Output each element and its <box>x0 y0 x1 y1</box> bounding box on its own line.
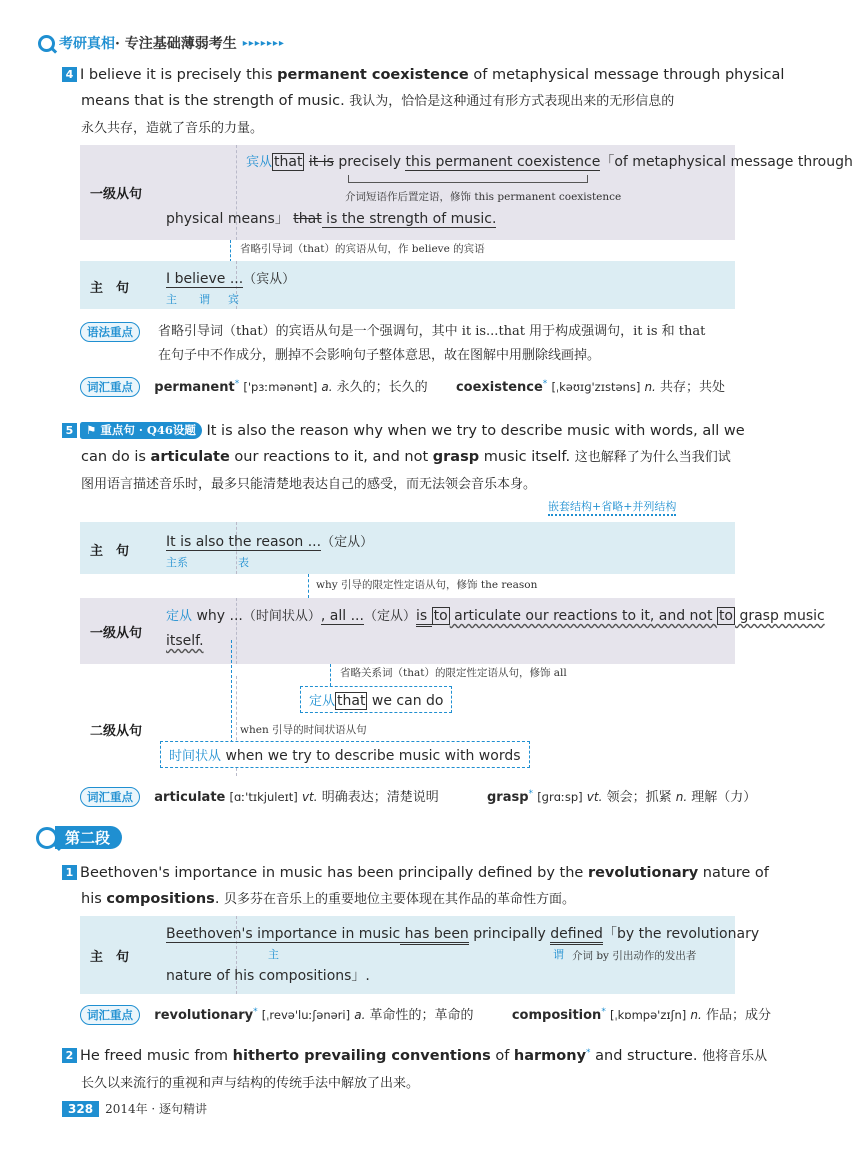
vocab-meaning: 领会；抓紧 <box>606 790 672 805</box>
vocab-pos: vt. <box>586 790 603 804</box>
clause-text: is <box>416 608 432 627</box>
keyword: revolutionary <box>587 865 699 881</box>
row-label: 主 句 <box>90 950 130 965</box>
clause-text: grasp music <box>735 608 825 624</box>
star-icon: * <box>253 1007 258 1017</box>
annotation: 省略引导词（that）的宾语从句，作 believe 的宾语 <box>240 243 485 255</box>
keyword: permanent coexistence <box>277 67 469 83</box>
clause-line-2 <box>166 208 496 228</box>
vocab-note <box>80 376 740 397</box>
vocab-pos: n. <box>644 380 656 394</box>
sentence-text: of <box>490 1048 514 1064</box>
clause-text: articulate our reactions to it, and not <box>449 608 717 624</box>
row-label: 一级从句 <box>90 626 143 641</box>
sentence-text: . <box>214 891 225 907</box>
vocab-pos: n. <box>690 1008 702 1022</box>
to-word: to <box>433 608 448 624</box>
vocab-meaning: 明确表达；清楚说明 <box>321 790 439 805</box>
clause-tag: 定从 <box>166 609 193 624</box>
star-icon: * <box>528 789 534 799</box>
sentence-text: and structure. <box>590 1048 703 1064</box>
page-number: 328 <box>62 1101 99 1117</box>
clause-text: principally <box>468 926 551 942</box>
grammar-text: 省略引导词（that）的宾语从句是一个强调句，其中 it is...that 用于构成强调句，it is 和 that <box>158 324 706 339</box>
translation: 我认为，恰恰是这种通过有形方式表现出来的无形信息的 <box>349 94 675 109</box>
sentence-text: music itself. <box>479 449 575 465</box>
that-word: that <box>337 693 366 709</box>
star-icon: * <box>234 379 240 389</box>
keyword: hitherto prevailing conventions <box>232 1048 491 1064</box>
clause-text: , all ... <box>320 608 364 624</box>
grammar-tag: 语法重点 <box>80 322 140 342</box>
label-predicative: 表 <box>238 556 249 569</box>
translation: 长久以来流行的重视和声与结构的传统手法中解放了出来。 <box>81 1076 420 1091</box>
main-clause-text <box>166 531 373 550</box>
para2-sentence-2 <box>62 1040 768 1097</box>
key-sentence-flag <box>80 422 202 439</box>
connector-line <box>308 574 309 598</box>
page-footer <box>62 1100 207 1117</box>
sentence-text: of metaphysical message through physical <box>468 67 785 83</box>
clause-tag: （定从） <box>363 609 416 624</box>
clause-tag: （时间状从） <box>242 609 321 624</box>
keyword: articulate <box>150 449 230 465</box>
clause-tag: 时间状从 <box>169 749 222 764</box>
vocab-pron: ['pɜːmənənt] <box>243 380 318 394</box>
vocab-word: grasp <box>487 790 529 805</box>
clause-text: physical means」 <box>166 211 289 227</box>
keyword: grasp <box>432 449 480 465</box>
clause-text: is the strength of music. <box>321 211 497 227</box>
clause-text: we can do <box>367 693 444 709</box>
vocab-tag: 词汇重点 <box>80 1005 140 1025</box>
sentence-text: his <box>81 891 107 907</box>
flag-text: 重点句 · Q46设题 <box>100 423 196 437</box>
vocab-meaning: 共存；共处 <box>660 380 726 395</box>
label-subject: 主 <box>268 948 279 961</box>
clause-tag: 定从 <box>309 694 336 709</box>
structure-note: 嵌套结构+省略+并列结构 <box>548 498 676 516</box>
row-label: 主 句 <box>90 544 130 559</box>
row-label: 主 句 <box>90 281 130 296</box>
vocab-tag: 词汇重点 <box>80 787 140 807</box>
translation: 贝多芬在音乐上的重要地位主要体现在其作品的革命性方面。 <box>224 892 576 907</box>
section-title: 第二段 <box>55 826 122 849</box>
struck-text: that <box>293 211 322 227</box>
clause-line-2 <box>166 633 204 649</box>
clause-text: Beethoven's importance in music <box>166 926 401 942</box>
sentence-text: I believe it is precisely this <box>80 67 278 83</box>
bracket-line <box>348 175 588 183</box>
annotation: 省略关系词（that）的限定性定语从句，修饰 all <box>340 667 567 679</box>
clause-tag: 宾从 <box>246 155 273 170</box>
header-arrows: ▸▸▸▸▸▸▸ <box>242 37 285 49</box>
sentence-text: nature of <box>698 865 769 881</box>
sentence-number: 1 <box>62 865 77 880</box>
clause-text: this permanent coexistence <box>405 154 601 170</box>
page-header <box>38 32 285 54</box>
label-predicate: 谓 <box>199 293 210 306</box>
main-clause-text <box>166 268 295 287</box>
vocab-tag: 词汇重点 <box>80 377 140 397</box>
sentence-number: 5 <box>62 423 77 438</box>
vocab-meaning: 革命性的；革命的 <box>369 1008 474 1023</box>
sentence-4 <box>62 62 785 142</box>
diagram-row-main <box>80 916 760 994</box>
section-heading <box>36 826 122 849</box>
vocab-meaning: 永久的；长久的 <box>336 380 428 395</box>
grammar-labels <box>166 291 239 307</box>
star-icon: * <box>601 1007 606 1017</box>
sentence-number: 4 <box>62 67 77 82</box>
star-icon: * <box>542 379 548 389</box>
clause-line-1 <box>166 605 825 624</box>
vocab-word: coexistence <box>455 380 543 395</box>
vocab-word: permanent <box>154 380 235 395</box>
nested-clause-box <box>160 741 530 768</box>
row-label: 一级从句 <box>90 187 143 202</box>
vocab-word: articulate <box>154 790 226 805</box>
vocab-pos: a. <box>321 380 333 394</box>
sentence-text: can do is <box>81 449 151 465</box>
vocab-pron: [ˌkɒmpə'zɪʃn] <box>609 1008 687 1022</box>
clause-text: itself. <box>166 633 204 649</box>
clause-text: 「of metaphysical message through <box>600 154 853 170</box>
to-word: to <box>718 608 733 624</box>
sentence-text: He freed music from <box>80 1048 233 1064</box>
label-subject: 主系 <box>166 556 188 569</box>
translation: 他将音乐从 <box>702 1049 768 1064</box>
grammar-labels <box>166 554 249 570</box>
clause-text: when we try to describe music with words <box>221 748 521 764</box>
vocab-meaning: 理解（力） <box>691 790 757 805</box>
para2-sentence-1 <box>62 860 769 913</box>
diagram-row-clause-1 <box>80 145 853 240</box>
vocab-pos: a. <box>354 1008 366 1022</box>
clause-line-1 <box>246 151 853 171</box>
vocab-pron: [ˌrevə'luːʃənəri] <box>261 1008 351 1022</box>
translation: 这也解释了为什么当我们试 <box>574 450 731 465</box>
annotation: why 引导的限定性定语从句，修饰 the reason <box>316 579 538 591</box>
vocab-note <box>80 786 757 807</box>
keyword: compositions <box>106 891 215 907</box>
clause-text: precisely <box>333 154 406 170</box>
main-clause-text <box>166 923 759 943</box>
footer-text: 2014年 · 逐句精讲 <box>105 1102 208 1116</box>
search-logo-icon <box>36 827 58 849</box>
struck-text: it is <box>308 154 334 170</box>
sentence-text: Beethoven's importance in music has been principally defined by the <box>80 865 588 881</box>
annotation: 介词 by 引出动作的发出者 <box>572 950 697 962</box>
diagram-row-main <box>80 522 735 574</box>
vocab-pron: [ɑː'tɪkjuleɪt] <box>229 790 298 804</box>
keyword: harmony <box>513 1048 587 1064</box>
clause-text: defined <box>550 926 603 945</box>
grammar-text: 在句子中不作成分，删掉不会影响句子整体意思，故在图解中用删除线画掉。 <box>158 348 601 363</box>
annotation: when 引导的时间状语从句 <box>240 724 367 736</box>
label-object: 宾 <box>228 293 239 306</box>
vocab-note <box>80 1004 771 1025</box>
sentence-text: It is also the reason why when we try to describe music with words, all we <box>206 423 745 439</box>
vocab-meaning: 作品；成分 <box>705 1008 771 1023</box>
label-subject: 主 <box>166 293 177 306</box>
clause-line-2: nature of his compositions」. <box>166 968 370 984</box>
sentence-5 <box>62 418 752 498</box>
clause-tag: （定从） <box>321 535 374 550</box>
clause-text: I believe ... <box>166 271 244 287</box>
vocab-pron: [ɡrɑːsp] <box>537 790 583 804</box>
vocab-pos: n. <box>675 790 688 804</box>
clause-text: why ... <box>192 608 243 624</box>
sentence-text: means that is the strength of music. <box>81 93 350 109</box>
search-logo-icon <box>38 35 55 52</box>
diagram-row-clause-1 <box>80 598 825 664</box>
clause-text: 「by the revolutionary <box>602 926 760 942</box>
vocab-word: composition <box>511 1008 602 1023</box>
flag-icon: ⚑ <box>86 423 101 437</box>
vocab-pos: vt. <box>301 790 318 804</box>
header-title: 考研真相 <box>59 36 115 52</box>
grammar-note <box>80 320 740 368</box>
row-label: 二级从句 <box>90 724 143 739</box>
clause-tag: （宾从） <box>243 272 296 287</box>
sentence-number: 2 <box>62 1048 77 1063</box>
connector-line <box>230 240 231 262</box>
label-predicate: 谓 <box>553 948 564 961</box>
diagram-row-main <box>80 261 735 309</box>
clause-text: It is also the reason ... <box>166 534 322 550</box>
star-icon: * <box>586 1048 591 1058</box>
header-subtitle: · 专注基础薄弱考生 <box>115 36 237 52</box>
vocab-pron: [ˌkəʊɪɡ'zɪstəns] <box>551 380 641 394</box>
sentence-text: our reactions to it, and not <box>229 449 433 465</box>
vocab-word: revolutionary <box>154 1008 254 1023</box>
annotation: 介词短语作后置定语，修饰 this permanent coexistence <box>345 191 622 203</box>
clause-text: has been <box>400 926 469 945</box>
translation: 永久共存，造就了音乐的力量。 <box>81 121 264 136</box>
translation: 图用语言描述音乐时，最多只能清楚地表达自己的感受，而无法领会音乐本身。 <box>81 477 537 492</box>
that-word: that <box>274 154 303 170</box>
